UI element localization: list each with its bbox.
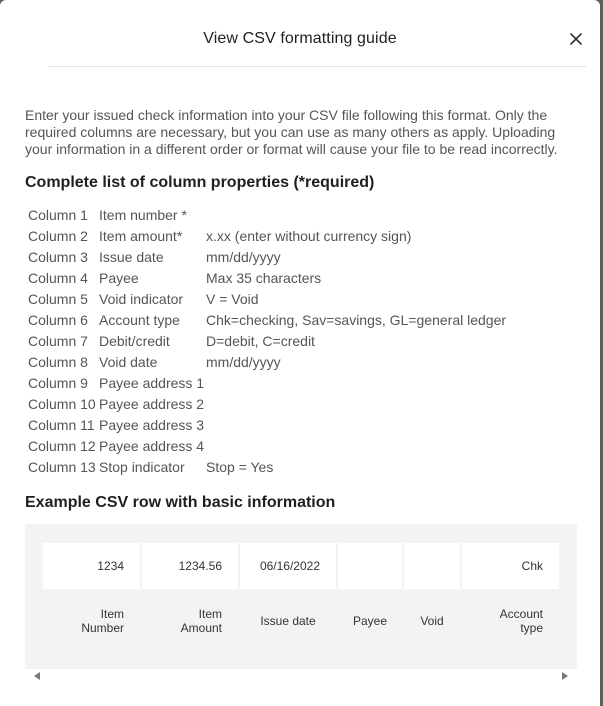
example-cell-account-type: Chk [462,543,559,589]
column-name: Stop indicator [99,459,185,475]
scroll-right-arrow-icon[interactable] [562,672,568,680]
dialog-title: View CSV formatting guide [203,30,397,47]
column-format: Max 35 characters [206,270,322,286]
example-cell-item-number: 1234 [43,543,140,589]
column-number: Column 8 [28,354,88,370]
column-format: Stop = Yes [206,459,274,475]
scroll-left-arrow-icon[interactable] [34,672,40,680]
example-header-item-number [43,607,140,635]
column-name: Item amount* [99,228,183,244]
column-number: Column 12 [28,438,96,454]
column-number: Column 1 [28,207,88,223]
dialog-header [0,0,600,68]
example-header-issue-date: Issue date [260,614,316,628]
column-name: Payee address 1 [99,375,205,391]
column-name: Void date [99,354,158,370]
column-number: Column 13 [28,459,96,475]
column-number: Column 3 [28,249,88,265]
close-icon [566,29,586,49]
example-header-payee: Payee [352,614,388,628]
intro-text: Enter your issued check information into your CSV file following this format. Only the required columns are necessary, but you can use as many others as apply. Uploading your information in a different order or format will cause your file to be read incorrectly. [25,107,558,157]
column-name: Payee address 3 [99,417,205,433]
column-name: Payee address 4 [99,438,205,454]
column-format: D=debit, C=credit [206,333,315,349]
header-line: Item [198,607,222,621]
column-name: Account type [99,312,180,328]
column-name: Issue date [99,249,164,265]
column-format: x.xx (enter without currency sign) [206,228,412,244]
header-divider [48,66,586,67]
column-format: mm/dd/yyyy [206,354,281,370]
column-number: Column 9 [28,375,88,391]
column-format: V = Void [206,291,259,307]
header-line: Item [100,607,124,621]
column-number: Column 10 [28,396,96,412]
header-line: Number [81,621,124,635]
example-cell-void [404,543,460,589]
column-name: Payee [99,270,139,286]
header-line: Amount [180,621,222,635]
column-name: Void indicator [99,291,184,307]
column-number: Column 5 [28,291,88,307]
column-name: Item number * [99,207,187,223]
example-cell-issue-date: 06/16/2022 [240,543,336,589]
column-number: Column 2 [28,228,88,244]
example-cell-item-amount: 1234.56 [142,543,238,589]
header-line: Account [499,607,543,621]
example-csv-table [25,524,577,669]
column-number: Column 7 [28,333,88,349]
column-name: Payee address 2 [99,396,205,412]
column-number: Column 4 [28,270,88,286]
column-format: Chk=checking, Sav=savings, GL=general ledger [206,312,507,328]
columns-heading: Complete list of column properties (*required) [25,174,375,191]
example-heading: Example CSV row with basic information [25,494,336,511]
example-header-void: Void [420,614,444,628]
example-header-item-amount [142,607,238,635]
example-cell-payee [338,543,402,589]
dialog-content [25,107,577,511]
column-name: Debit/credit [99,333,170,349]
example-header-account-type [462,607,559,635]
column-number: Column 6 [28,312,88,328]
column-number: Column 11 [28,417,95,433]
header-line: type [520,621,543,635]
column-format: mm/dd/yyyy [206,249,281,265]
close-button[interactable] [566,29,586,49]
horizontal-scrollbar[interactable] [25,669,577,683]
